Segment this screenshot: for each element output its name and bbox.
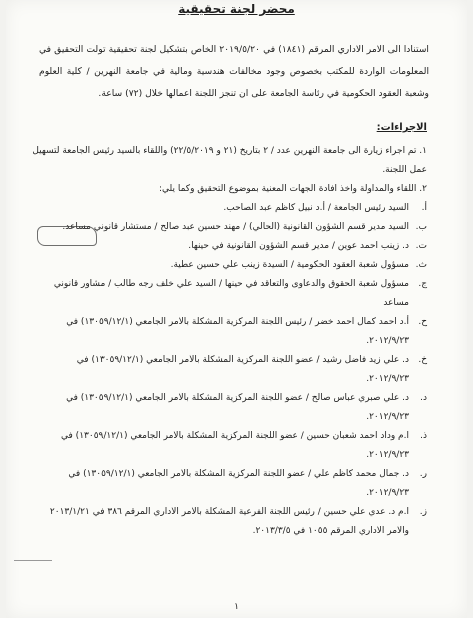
item-text: د. جمال محمد كاظم علي / عضو اللجنة المركزية المشكلة بالامر الجامعي (١٣٠٥٩/١٢/١) في ٢٠١٢/٩/٢٣.	[68, 469, 409, 498]
item-text: السيد مدير قسم الشؤون القانونية (الحالي) / مهند حسين عبد صالح / مستشار قانوني مساعد.	[62, 222, 409, 232]
item-text: ا.م د. عدي علي حسين / رئيس اللجنة الفرعية المشكلة بالامر الاداري المرقم ٣٨٦ في ٢٠١٣/١/٢١ والامر الاداري المرقم ١٠٥٥ في ٢٠١٣/٣/٥.	[49, 507, 409, 536]
item-marker: ت.	[415, 241, 427, 251]
handwritten-circle-mark	[37, 226, 97, 246]
list-item	[32, 275, 427, 313]
item-marker: د.	[420, 393, 427, 403]
procedure-line-2: ٢. اللقاء والمداولة واخذ افادة الجهات المعنية بموضوع التحقيق وكما يلي:	[158, 184, 427, 194]
list-item	[32, 313, 427, 351]
item-text: أ.د احمد كمال احمد خضر / رئيس اللجنة المركزية المشكلة بالامر الجامعي (١٣٠٥٩/١٢/١) في ٢٠١٢/٩/٢٣.	[66, 317, 409, 346]
list-item	[32, 256, 427, 275]
intro-paragraph: استنادا الى الامر الاداري المرقم (١٨٤١) في ٢٠١٩/٥/٢٠ الخاص بتشكيل لجنة تحقيقية تولت التحقيق في المعلومات الواردة للمكتب بخصوص وجود مخالفات هندسية ومالية في جامعة النهرين / كلية العلوم وشعبة العقود الحكومية في رئاسة الجامعة على ان تنجز اللجنة اعمالها خلال (٧٢) ساعة.	[39, 44, 429, 100]
list-item	[32, 389, 427, 427]
item-marker: ز.	[419, 507, 427, 517]
item-text: د. علي زيد فاضل رشيد / عضو اللجنة المركزية المشكلة بالامر الجامعي (١٣٠٥٩/١٢/١) في ٢٠١٢/٩/٢٣.	[76, 355, 409, 384]
item-marker: ج.	[418, 279, 427, 289]
item-text: السيد رئيس الجامعة / أ.د نبيل كاظم عبد الصاحب.	[223, 203, 409, 213]
list-item	[32, 199, 427, 218]
procedures-list	[32, 142, 427, 541]
item-marker: ر.	[419, 469, 427, 479]
list-item	[32, 503, 427, 541]
item-text: د. علي صبري عباس صالح / عضو اللجنة المركزية المشكلة بالامر الجامعي (١٣٠٥٩/١٢/١) في ٢٠١٢/٩/٢٣.	[66, 393, 409, 422]
item-marker: ذ.	[420, 431, 427, 441]
item-marker: ح.	[418, 317, 427, 327]
item-marker: خ.	[418, 355, 427, 365]
item-marker: ث.	[415, 260, 427, 270]
item-text: مسؤول شعبة العقود الحكومية / السيدة زينب علي حسين عطية.	[170, 260, 409, 270]
margin-line	[14, 560, 52, 561]
procedures-heading: الاجراءات:	[376, 122, 427, 133]
item-text: ا.م وداد احمد شعبان حسين / عضو اللجنة المركزية المشكلة بالامر الجامعي (١٣٠٥٩/١٢/١) في ٢٠١٢/٩/٢٣.	[61, 431, 409, 460]
item-marker: ب.	[415, 222, 427, 232]
list-item	[32, 465, 427, 503]
page-number: ١	[234, 602, 239, 612]
item-text: د. زينب احمد عوين / مدير قسم الشؤون القانونية في حينها.	[188, 241, 409, 251]
page-title: محضر لجنة تحقيقية	[178, 2, 295, 16]
list-item	[32, 427, 427, 465]
item-marker: أ.	[421, 203, 427, 213]
procedure-line-1: ١. تم اجراء زيارة الى جامعة النهرين عدد / ٢ بتاريخ (٢١ و ٢٢/٥/٢٠١٩) واللقاء بالسيد رئيس الجامعة لتسهيل عمل اللجنة.	[32, 146, 427, 175]
list-item	[32, 351, 427, 389]
document-page	[6, 0, 467, 618]
item-text: مسؤول شعبة الحقوق والدعاوى والتعاقد في حينها / السيد علي خلف رجه طالب / مشاور قانوني مساعد	[53, 279, 409, 308]
